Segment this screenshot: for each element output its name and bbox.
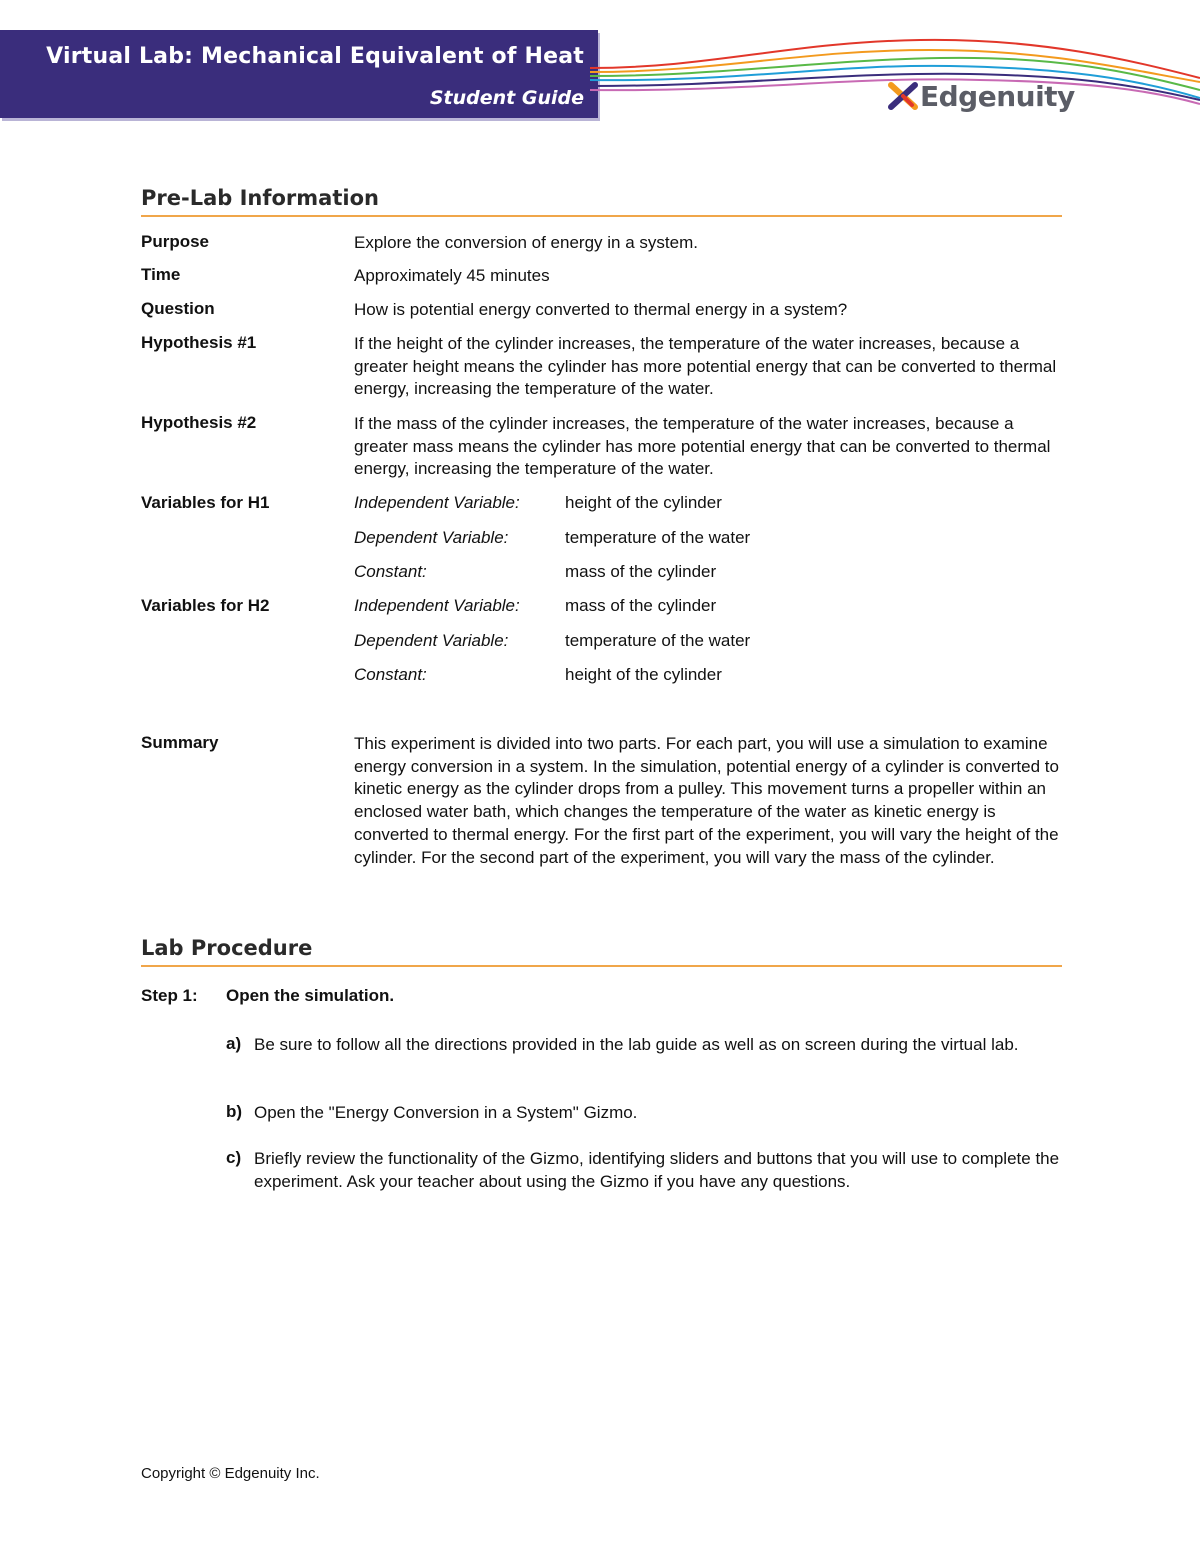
step-number: Step 1: (141, 986, 198, 1005)
hypothesis2-label: Hypothesis #2 (141, 413, 257, 432)
time-label: Time (141, 265, 181, 284)
time-value: Approximately 45 minutes (354, 266, 550, 285)
question-value: How is potential energy converted to thermal energy in a system? (354, 300, 848, 319)
h1-independent-label: Independent Variable: (354, 493, 520, 512)
prelab-heading: Pre-Lab Information (141, 186, 1062, 217)
h1-dependent-label: Dependent Variable: (354, 528, 509, 547)
question-label: Question (141, 299, 215, 318)
h2-constant-label: Constant: (354, 665, 427, 684)
h1-constant-value: mass of the cylinder (565, 562, 717, 581)
h2-independent-label: Independent Variable: (354, 596, 520, 615)
substep-a-text: Be sure to follow all the directions provided in the lab guide as well as on screen during the virtual lab. (254, 1035, 1019, 1054)
h2-dependent-value: temperature of the water (565, 631, 751, 650)
substep-b-letter: b) (226, 1102, 243, 1121)
variables-h2-label: Variables for H2 (141, 596, 270, 615)
purpose-label: Purpose (141, 232, 210, 251)
hypothesis1-label: Hypothesis #1 (141, 333, 257, 352)
hypothesis1-value: If the height of the cylinder increases, the temperature of the water increases, because a greater height means the cylinder has more potential energy that can be converted to thermal energy, increasing the temperature of the water. (354, 334, 1057, 399)
edgenuity-logo (888, 74, 1075, 118)
h2-constant-value: height of the cylinder (565, 665, 722, 684)
document-subtitle: Student Guide (429, 87, 584, 109)
purpose-value: Explore the conversion of energy in a system. (354, 233, 698, 252)
variables-h1-label: Variables for H1 (141, 493, 270, 512)
header-banner (0, 30, 598, 118)
h1-constant-label: Constant: (354, 562, 427, 581)
h2-dependent-label: Dependent Variable: (354, 631, 509, 650)
h2-independent-value: mass of the cylinder (565, 596, 717, 615)
hypothesis2-value: If the mass of the cylinder increases, the temperature of the water increases, because a greater mass means the cylinder has more potential energy that can be converted to thermal energy, increasing the temperature of the water. (354, 414, 1051, 479)
substep-b-text: Open the "Energy Conversion in a System" Gizmo. (254, 1103, 638, 1122)
step-title: Open the simulation. (226, 986, 395, 1005)
logo-text: Edgenuity (920, 79, 1075, 113)
procedure-heading: Lab Procedure (141, 936, 1062, 967)
substep-c-text: Briefly review the functionality of the Gizmo, identifying sliders and buttons that you will use to complete the experiment. Ask your teacher about using the Gizmo if you have any questions. (254, 1149, 1060, 1191)
substep-a-letter: a) (226, 1034, 242, 1053)
summary-text: This experiment is divided into two parts. For each part, you will use a simulation to examine energy conversion in a system. In the simulation, potential energy of a cylinder is converted to kinetic energy as the cylinder drops from a pulley. This movement turns a propeller within an enclosed water bath, which changes the temperature of the water as kinetic energy is converted to thermal energy. For the first part of the experiment, you will vary the height of the cylinder. For the second part of the experiment, you will vary the mass of the cylinder. (354, 734, 1059, 867)
substep-c-letter: c) (226, 1148, 242, 1167)
copyright-footer: Copyright © Edgenuity Inc. (141, 1465, 320, 1482)
document-title: Virtual Lab: Mechanical Equivalent of Heat (46, 44, 584, 69)
h1-independent-value: height of the cylinder (565, 493, 722, 512)
summary-label: Summary (141, 733, 219, 752)
logo-x-icon (888, 81, 918, 111)
h1-dependent-value: temperature of the water (565, 528, 751, 547)
